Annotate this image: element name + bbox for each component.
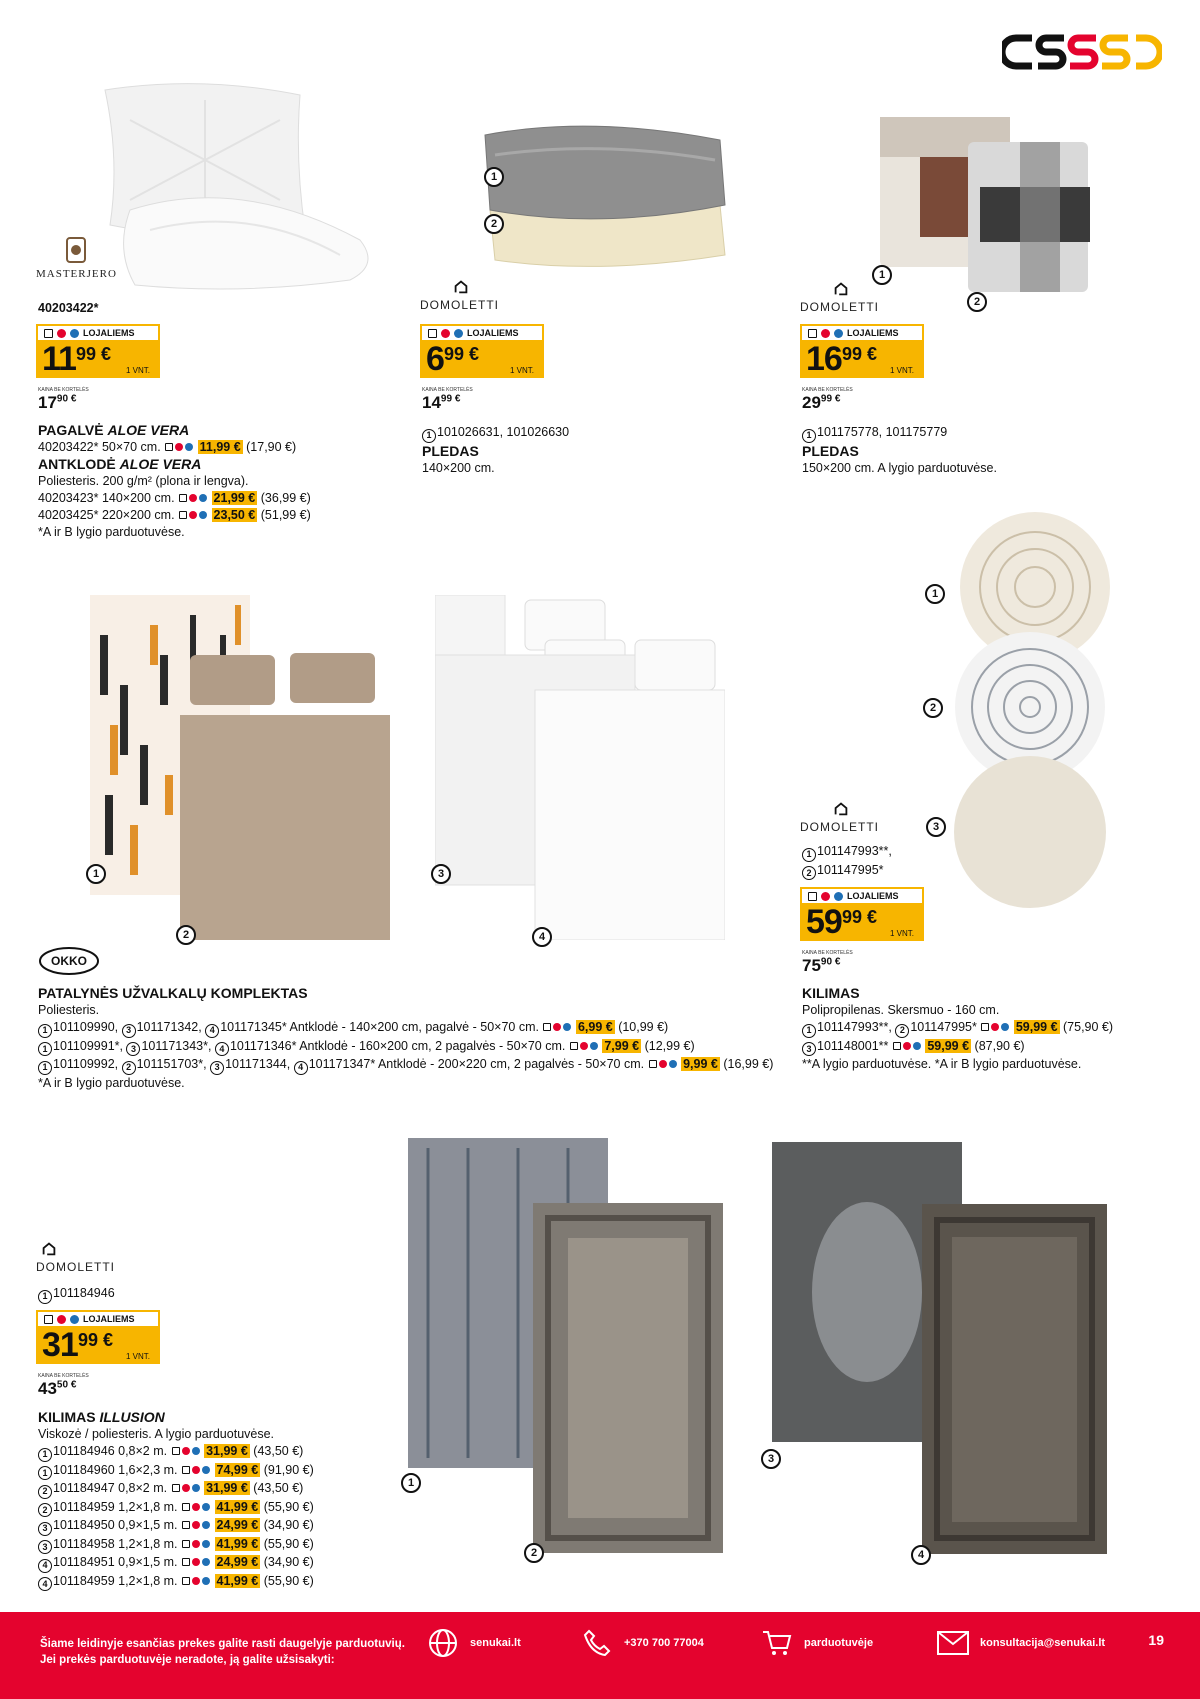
price-decimal: 99 € xyxy=(444,344,480,364)
unit-label: 1 VNT. xyxy=(889,366,914,375)
price-decimal: 99 € xyxy=(76,344,112,364)
brand-logo xyxy=(1002,30,1162,76)
list-item: 4 101184959 1,2×1,8 m. 41,99 € (55,90 €) xyxy=(38,1573,378,1592)
list-item: 4 101184951 0,9×1,5 m. 24,99 € (34,90 €) xyxy=(38,1554,378,1573)
product-description: PAGALVĖ ALOE VERA 40203422* 50×70 cm. 11,99 € (17,90 €) ANTKLODĖ ALOE VERA Poliesteris. 200 g/m² (plona ir lengva). 40203423* 140×200 cm. 21,99 € (36,99 €) 40203425* 220×200 cm. 23,50 € (51,99 €) *A ir B lygio parduotuvėse. xyxy=(38,422,311,539)
product-description: 1 101175778, 101175779 PLEDAS 150×200 cm. A lygio parduotuvėse. xyxy=(802,425,997,475)
variant-2-marker: 2 xyxy=(484,214,504,234)
unit-label: 1 VNT. xyxy=(889,929,914,938)
old-price-label: KAINA BE KORTELĖS xyxy=(802,950,853,956)
product-code: 1 101184946 xyxy=(38,1285,115,1304)
domoletti-logo: DOMOLETTI xyxy=(36,1240,115,1274)
domoletti-logo: DOMOLETTI xyxy=(800,800,879,834)
list-item: 1 101184960 1,6×2,3 m. 74,99 € (91,90 €) xyxy=(38,1462,378,1481)
round-rugs-image xyxy=(930,512,1130,912)
list-item: 3 101184950 0,9×1,5 m. 24,99 € (34,90 €) xyxy=(38,1517,378,1536)
globe-icon xyxy=(427,1627,459,1659)
variant-2-marker: 2 xyxy=(967,292,987,312)
list-item: 3 101184958 1,2×1,8 m. 41,99 € (55,90 €) xyxy=(38,1536,378,1555)
list-item: 1 101184946 0,8×2 m. 31,99 € (43,50 €) xyxy=(38,1443,378,1462)
footer-text: Šiame leidinyje esančias prekes galite rasti daugelyje parduotuvių. Jei prekės parduotuvėje neradote, ją galite užsisakyti: xyxy=(40,1638,405,1666)
price-box: LOJALIEMS 31 99 € 1 VNT. xyxy=(36,1310,160,1364)
footer-bar xyxy=(0,1612,1200,1699)
bedding-set-image xyxy=(90,595,390,940)
domoletti-icon xyxy=(832,280,850,298)
price-decimal: 99 € xyxy=(78,1330,114,1350)
old-price: $29^{99 €}$ xyxy=(802,393,841,412)
price-integer: 31 xyxy=(42,1326,78,1364)
product-codes: 1 101147993**, 2 101147995* xyxy=(802,843,892,880)
list-item: 2 101184959 1,2×1,8 m. 41,99 € (55,90 €) xyxy=(38,1499,378,1518)
old-price-label: KAINA BE KORTELĖS xyxy=(422,387,473,393)
rugs-illusion-image-1-2 xyxy=(408,1138,728,1558)
variant-4-marker: 4 xyxy=(911,1545,931,1565)
price-integer: 6 xyxy=(426,340,444,378)
white-bedding-image xyxy=(435,595,725,940)
crest-icon xyxy=(64,236,88,266)
cart-icon xyxy=(761,1627,793,1659)
old-price-label: KAINA BE KORTELĖS xyxy=(38,387,89,393)
page-number: 19 xyxy=(1148,1632,1164,1648)
domoletti-icon xyxy=(40,1240,58,1258)
price-box: LOJALIEMS 59 99 € 1 VNT. xyxy=(800,887,924,941)
price-integer: 59 xyxy=(806,903,842,941)
website-link[interactable]: senukai.lt xyxy=(426,1626,521,1660)
pillow-duvet-image xyxy=(90,80,390,290)
price-decimal: 99 € xyxy=(842,907,878,927)
unit-label: 1 VNT. xyxy=(509,366,534,375)
svg-text:OKKO: OKKO xyxy=(51,954,87,968)
old-price: $14^{99 €}$ xyxy=(422,393,461,412)
masterjero-logo: MASTERJERO xyxy=(36,236,117,280)
price-box: LOJALIEMS 16 99 € 1 VNT. xyxy=(800,324,924,378)
price-box: LOJALIEMS 6 99 € 1 VNT. xyxy=(420,324,544,378)
plaid-blanket-image xyxy=(880,112,1110,302)
list-item: 2 101184947 0,8×2 m. 31,99 € (43,50 €) xyxy=(38,1480,378,1499)
domoletti-icon xyxy=(832,800,850,818)
domoletti-logo: DOMOLETTI xyxy=(800,280,879,314)
variant-2-marker: 2 xyxy=(176,925,196,945)
unit-label: 1 VNT. xyxy=(125,366,150,375)
variant-4-marker: 4 xyxy=(532,927,552,947)
variant-1-marker: 1 xyxy=(925,584,945,604)
store-link[interactable]: parduotuvėje xyxy=(760,1626,873,1660)
old-price: $75^{90 €}$ xyxy=(802,956,841,975)
old-price: $43^{50 €}$ xyxy=(38,1379,77,1398)
domoletti-logo: DOMOLETTI xyxy=(420,278,499,312)
rugs-illusion-image-3-4 xyxy=(772,1142,1112,1558)
variant-3-marker: 3 xyxy=(926,817,946,837)
old-price-label: KAINA BE KORTELĖS xyxy=(802,387,853,393)
variant-3-marker: 3 xyxy=(431,864,451,884)
size-price-list xyxy=(38,1443,378,1591)
price-decimal: 99 € xyxy=(842,344,878,364)
price-integer: 16 xyxy=(806,340,842,378)
product-code: 40203422* xyxy=(38,301,99,315)
price-box: LOJALIEMS 11 99 € 1 VNT. xyxy=(36,324,160,378)
variant-2-marker: 2 xyxy=(524,1543,544,1563)
variant-1-marker: 1 xyxy=(401,1473,421,1493)
okko-logo xyxy=(38,946,100,976)
product-description: 1 101026631, 101026630 PLEDAS 140×200 cm. xyxy=(422,425,570,475)
blanket-image xyxy=(470,115,740,275)
product-description: KILIMAS ILLUSION Viskozė / poliesteris. A lygio parduotuvėse. 1 101184946 0,8×2 m. 31,99 € (43,50 €) 1 101184960 1,6×2,3 m. 74,99 € (91,90 €) 2 101184947 0,8×2 m. 31,99 € (43,50 €) 2 101184959 1,2×1,8 m. 41,99 € (55,90 €) 3 101184950 0,9×1,5 m. 24,99 € (34,90 €) 3 101184958 1,2×1,8 m. 41,99 € (55,90 €) 4 101184951 0,9×1,5 m. 24,99 € (34,90 €) 4 101184959 1,2×1,8 m. 41,99 € (55,90 €) xyxy=(38,1409,378,1591)
phone-link[interactable]: +370 700 77004 xyxy=(580,1626,704,1660)
email-link[interactable]: konsultacija@senukai.lt xyxy=(936,1626,1105,1660)
product-description: KILIMAS Polipropilenas. Skersmuo - 160 cm. 1 101147993**, 2 101147995* 59,99 € (75,90 €) 3 101148001** 59,99 € (87,90 €) **A lygio parduotuvėse. *A ir B lygio parduotuvėse. xyxy=(802,985,1114,1071)
variant-1-marker: 1 xyxy=(86,864,106,884)
variant-1-marker: 1 xyxy=(484,167,504,187)
variant-1-marker: 1 xyxy=(872,265,892,285)
variant-2-marker: 2 xyxy=(923,698,943,718)
domoletti-icon xyxy=(452,278,470,296)
product-description: PATALYNĖS UŽVALKALŲ KOMPLEKTAS Poliesteris. 1 101109990, 3 101171342, 4 101171345* Antklodė - 140×200 cm, pagalvė - 50×70 cm. 6,99 € (10,99 €) 1 101109991*, 3 101171343*, 4 101171346* Antklodė - 160×200 cm, 2 pagalvės - 50×70 cm. 7,99 € (12,99 €) 1 101109992, 2 101151703*, 3 101171344, 4 101171347* Antklodė - 200×220 cm, 2 pagalvės - 50×70 cm. 9,99 € (16,99 €) *A ir B lygio parduotuvėse. xyxy=(38,985,774,1090)
old-price-label: KAINA BE KORTELĖS xyxy=(38,1373,89,1379)
unit-label: 1 VNT. xyxy=(125,1352,150,1361)
price-integer: 11 xyxy=(42,340,76,378)
variant-3-marker: 3 xyxy=(761,1449,781,1469)
mail-icon xyxy=(936,1629,970,1657)
old-price: $17^{90 €}$ xyxy=(38,393,77,412)
phone-icon xyxy=(581,1627,613,1659)
